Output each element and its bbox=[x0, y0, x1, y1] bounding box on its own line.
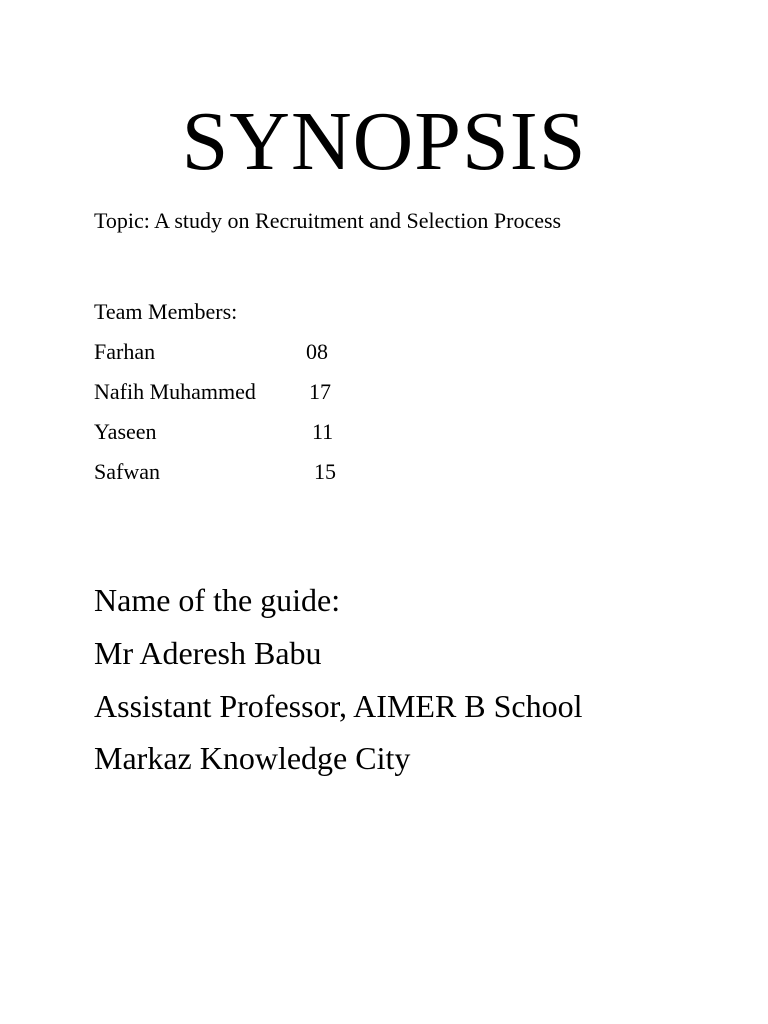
member-number: 08 bbox=[306, 339, 328, 364]
topic-line: Topic: A study on Recruitment and Selection Process bbox=[94, 208, 562, 233]
guide-heading: Name of the guide: bbox=[94, 582, 341, 618]
team-member-row bbox=[94, 338, 354, 366]
team-member-row bbox=[94, 418, 354, 446]
member-number: 11 bbox=[312, 419, 334, 444]
team-member-row bbox=[94, 378, 354, 406]
team-members-heading: Team Members: bbox=[94, 299, 238, 324]
member-number: 17 bbox=[309, 379, 331, 404]
page-title: SYNOPSIS bbox=[181, 95, 587, 188]
member-number: 15 bbox=[314, 459, 336, 484]
member-name: Farhan bbox=[94, 339, 156, 364]
guide-designation: Assistant Professor, AIMER B School bbox=[94, 688, 583, 724]
guide-name: Mr Aderesh Babu bbox=[94, 635, 322, 671]
member-name: Yaseen bbox=[94, 419, 157, 444]
member-name: Nafih Muhammed bbox=[94, 379, 256, 404]
team-member-row bbox=[94, 458, 354, 486]
member-name: Safwan bbox=[94, 459, 160, 484]
guide-institution: Markaz Knowledge City bbox=[94, 740, 411, 776]
